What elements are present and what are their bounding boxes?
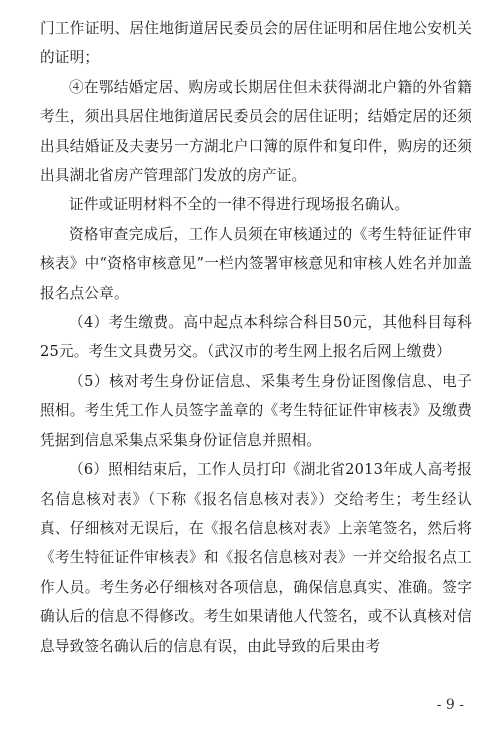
page-number: - 9 - (436, 697, 464, 713)
paragraph-verification-form: （6）照相结束后，工作人员打印《湖北省2013年成人高考报名信息核对表》（下称《报名信息核对表》）交给考生；考生经认真、仔细核对无误后，在《报名信息核对表》上亲笔签名，然后将《考生特征证件审核表》和《报名信息核对表》一并交给报名点工作人员。考生务必仔细核对各项信息，确保信息真实、准确。签字确认后的信息不得修改。考生如果请他人代签名，或不认真核对信息导致签名确认后的信息有误，由此导致的后果由考 (40, 461, 472, 655)
paragraph-incomplete-docs: 证件或证明材料不全的一律不得进行现场报名确认。 (69, 196, 410, 214)
document-body (40, 14, 472, 661)
paragraph-item-4: ④在鄂结婚定居、购房或长期居住但未获得湖北户籍的外省籍考生，须出具居住地街道居民委员会的居住证明；结婚定居的还须出具结婚证及夫妻另一方湖北户口簿的原件和复印件，购房的还须出具湖北省房产管理部门发放的房产证。 (40, 78, 472, 185)
paragraph-id-photo: （5）核对考生身份证信息、采集考生身份证图像信息、电子照相。考生凭工作人员签字盖章的《考生特征证件审核表》及缴费凭据到信息采集点采集身份证信息并照相。 (40, 372, 472, 449)
paragraph-qualification-review: 资格审查完成后，工作人员须在审核通过的《考生特征证件审核表》中“资格审核意见”一栏内签署审核意见和审核人姓名并加盖报名点公章。 (40, 225, 472, 302)
paragraph-fees: （4）考生缴费。高中起点本科综合科目50元，其他科目每科25元。考生文具费另交。（武汉市的考生网上报名后网上缴费） (40, 314, 472, 361)
paragraph-continuation: 门工作证明、居住地街道居民委员会的居住证明和居住地公安机关的证明； (40, 20, 472, 67)
